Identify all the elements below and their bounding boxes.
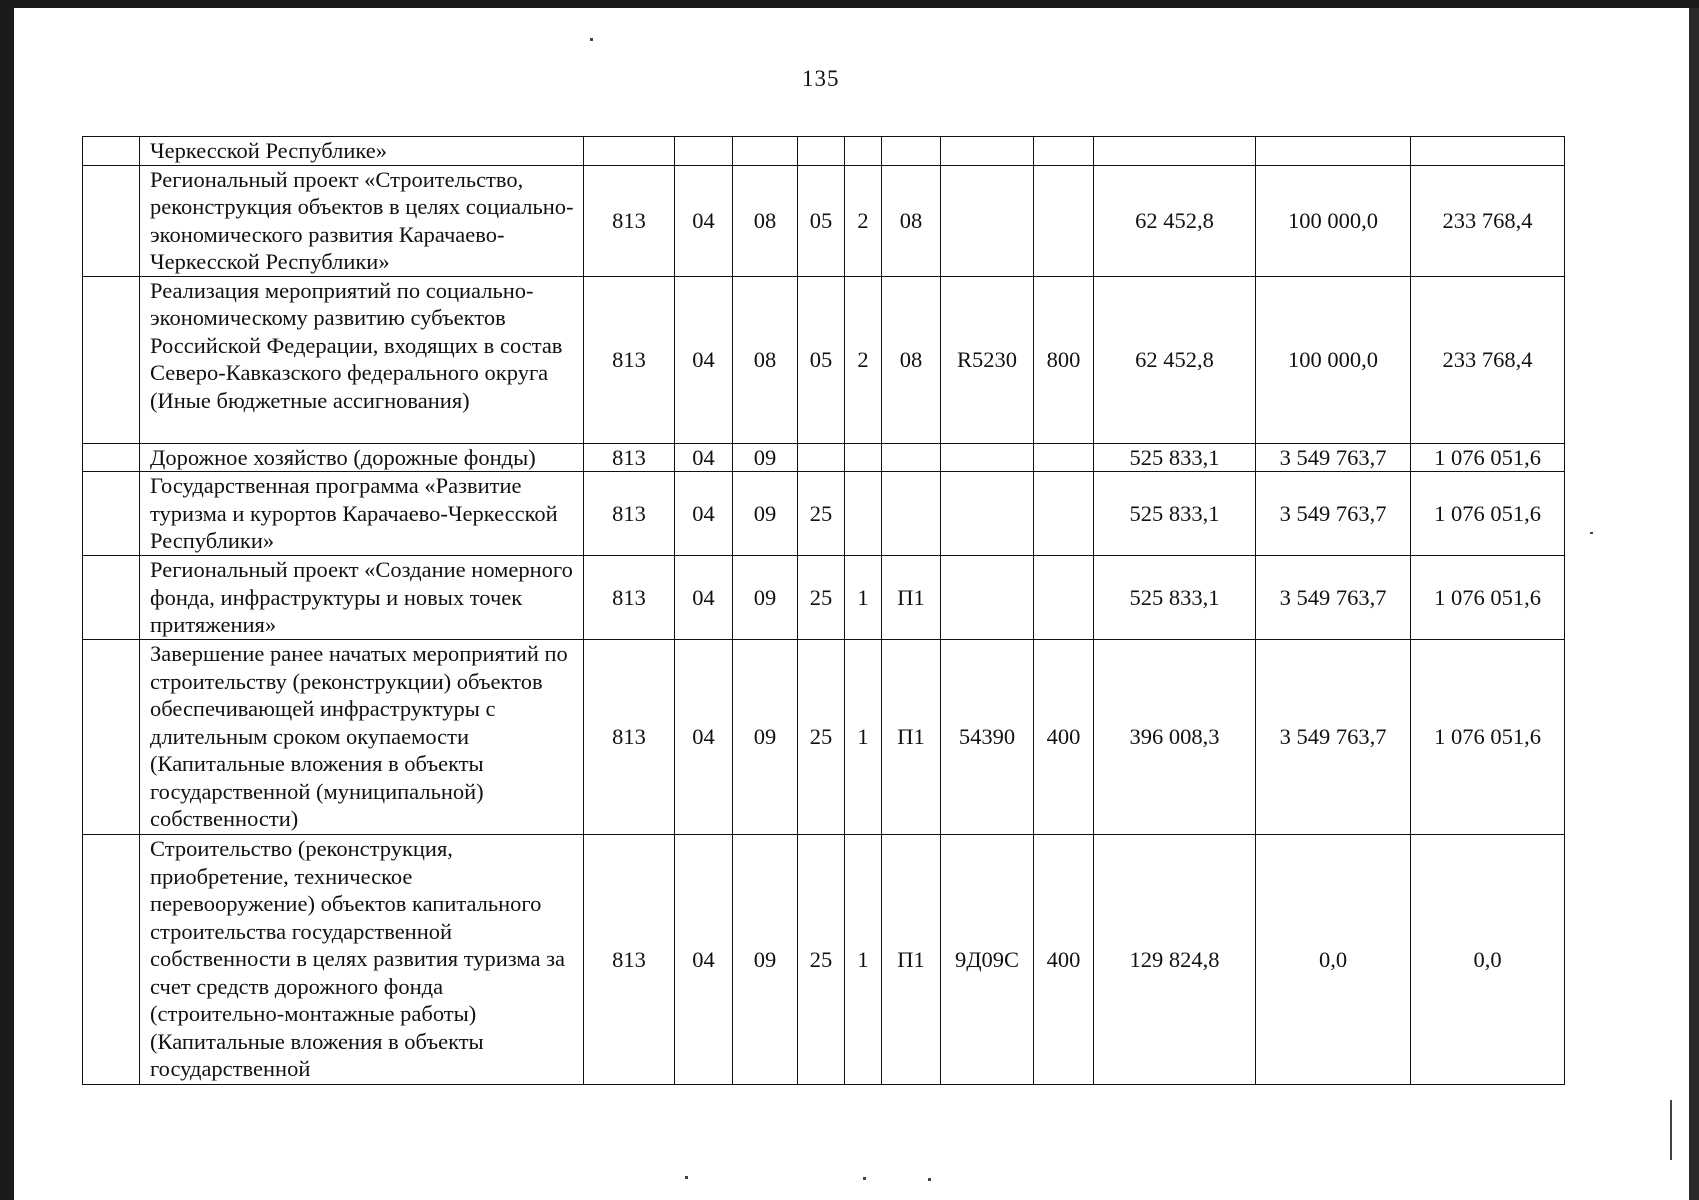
measure-code-cell [882,137,941,166]
row-number-cell [83,165,140,276]
section-code-cell: 04 [675,472,733,556]
ved-code-cell: 813 [584,276,675,443]
measure-code-cell: П1 [882,640,941,835]
program-code-cell [798,137,845,166]
section-code-cell: 04 [675,276,733,443]
table-row [83,137,1565,166]
table-row [83,640,1565,835]
program-code-cell: 05 [798,276,845,443]
scan-speck [590,38,593,41]
subprogram-code-cell [845,472,882,556]
measure-code-cell: П1 [882,835,941,1085]
scan-edge-top [0,0,1699,8]
subprogram-code-cell: 1 [845,835,882,1085]
ved-code-cell: 813 [584,835,675,1085]
table-row [83,165,1565,276]
amount-year2-cell: 0,0 [1256,835,1411,1085]
page-number: 135 [802,66,840,91]
amount-year1-cell: 525 833,1 [1094,472,1256,556]
scan-speck [1670,1100,1672,1160]
target-article-cell: 9Д09С [941,835,1034,1085]
amount-year1-cell [1094,137,1256,166]
row-number-cell [83,472,140,556]
item-name-cell: Черкесской Республике» [140,137,584,166]
amount-year2-cell: 3 549 763,7 [1256,443,1411,472]
subprogram-code-cell: 1 [845,640,882,835]
ved-code-cell [584,137,675,166]
target-article-cell [941,137,1034,166]
subsection-code-cell: 09 [733,640,798,835]
ved-code-cell: 813 [584,472,675,556]
program-code-cell: 25 [798,640,845,835]
row-number-cell [83,443,140,472]
target-article-cell [941,472,1034,556]
program-code-cell: 25 [798,472,845,556]
subprogram-code-cell: 1 [845,556,882,640]
measure-code-cell: 08 [882,276,941,443]
subprogram-code-cell [845,443,882,472]
scan-edge-left [0,0,14,1200]
table-row [83,472,1565,556]
target-article-cell: R5230 [941,276,1034,443]
row-number-cell [83,556,140,640]
section-code-cell: 04 [675,835,733,1085]
table-row [83,556,1565,640]
measure-code-cell [882,443,941,472]
expense-type-cell: 400 [1034,835,1094,1085]
subprogram-code-cell: 2 [845,276,882,443]
amount-year3-cell: 233 768,4 [1411,276,1565,443]
table-row [83,276,1565,443]
amount-year3-cell: 1 076 051,6 [1411,640,1565,835]
amount-year1-cell: 525 833,1 [1094,443,1256,472]
subsection-code-cell: 09 [733,556,798,640]
amount-year1-cell: 525 833,1 [1094,556,1256,640]
ved-code-cell: 813 [584,165,675,276]
amount-year2-cell: 100 000,0 [1256,165,1411,276]
subsection-code-cell [733,137,798,166]
section-code-cell: 04 [675,640,733,835]
table-row [83,443,1565,472]
item-name-cell: Региональный проект «Создание номерного фонда, инфраструктуры и новых точек притяжения» [140,556,584,640]
amount-year3-cell: 1 076 051,6 [1411,556,1565,640]
scan-speck [928,1178,931,1181]
amount-year2-cell: 3 549 763,7 [1256,472,1411,556]
item-name-cell: Завершение ранее начатых мероприятий по строительству (реконструкции) объектов обеспечивающей инфраструктуры с длительным сроком окупаемости (Капитальные вложения в объекты государственной (муниципальной) собственности) [140,640,584,835]
amount-year3-cell: 0,0 [1411,835,1565,1085]
scan-speck [685,1176,688,1179]
subsection-code-cell: 09 [733,835,798,1085]
amount-year2-cell [1256,137,1411,166]
measure-code-cell [882,472,941,556]
amount-year1-cell: 62 452,8 [1094,165,1256,276]
expense-type-cell [1034,443,1094,472]
program-code-cell: 05 [798,165,845,276]
measure-code-cell: 08 [882,165,941,276]
program-code-cell: 25 [798,835,845,1085]
target-article-cell [941,165,1034,276]
expense-type-cell [1034,137,1094,166]
amount-year3-cell: 1 076 051,6 [1411,472,1565,556]
expense-type-cell [1034,472,1094,556]
ved-code-cell: 813 [584,443,675,472]
subsection-code-cell: 09 [733,472,798,556]
amount-year2-cell: 3 549 763,7 [1256,640,1411,835]
item-name-cell: Государственная программа «Развитие туризма и курортов Карачаево-Черкесской Республики» [140,472,584,556]
budget-table [82,136,1565,1085]
expense-type-cell [1034,556,1094,640]
subsection-code-cell: 09 [733,443,798,472]
program-code-cell: 25 [798,556,845,640]
subsection-code-cell: 08 [733,276,798,443]
item-name-cell: Строительство (реконструкция, приобретение, техническое перевооружение) объектов капитального строительства государственной собственности в целях развития туризма за счет средств дорожного фонда (строительно-монтажные работы) (Капитальные вложения в объекты государственной [140,835,584,1085]
scan-edge-right [1689,0,1699,1200]
row-number-cell [83,640,140,835]
section-code-cell [675,137,733,166]
expense-type-cell [1034,165,1094,276]
scan-speck [1590,532,1593,534]
ved-code-cell: 813 [584,640,675,835]
section-code-cell: 04 [675,443,733,472]
amount-year1-cell: 396 008,3 [1094,640,1256,835]
row-number-cell [83,276,140,443]
measure-code-cell: П1 [882,556,941,640]
amount-year1-cell: 129 824,8 [1094,835,1256,1085]
expense-type-cell: 800 [1034,276,1094,443]
item-name-cell: Реализация мероприятий по социально-экономическому развитию субъектов Российской Федерации, входящих в состав Северо-Кавказского федерального округа (Иные бюджетные ассигнования) [140,276,584,443]
target-article-cell [941,556,1034,640]
subsection-code-cell: 08 [733,165,798,276]
amount-year3-cell [1411,137,1565,166]
amount-year2-cell: 3 549 763,7 [1256,556,1411,640]
amount-year3-cell: 233 768,4 [1411,165,1565,276]
amount-year3-cell: 1 076 051,6 [1411,443,1565,472]
ved-code-cell: 813 [584,556,675,640]
program-code-cell [798,443,845,472]
section-code-cell: 04 [675,165,733,276]
amount-year1-cell: 62 452,8 [1094,276,1256,443]
table-row [83,835,1565,1085]
expense-type-cell: 400 [1034,640,1094,835]
scan-speck [863,1177,866,1180]
section-code-cell: 04 [675,556,733,640]
row-number-cell [83,137,140,166]
subprogram-code-cell [845,137,882,166]
item-name-cell: Дорожное хозяйство (дорожные фонды) [140,443,584,472]
item-name-cell: Региональный проект «Строительство, реконструкция объектов в целях социально-экономического развития Карачаево-Черкесской Республики» [140,165,584,276]
row-number-cell [83,835,140,1085]
amount-year2-cell: 100 000,0 [1256,276,1411,443]
target-article-cell: 54390 [941,640,1034,835]
target-article-cell [941,443,1034,472]
subprogram-code-cell: 2 [845,165,882,276]
